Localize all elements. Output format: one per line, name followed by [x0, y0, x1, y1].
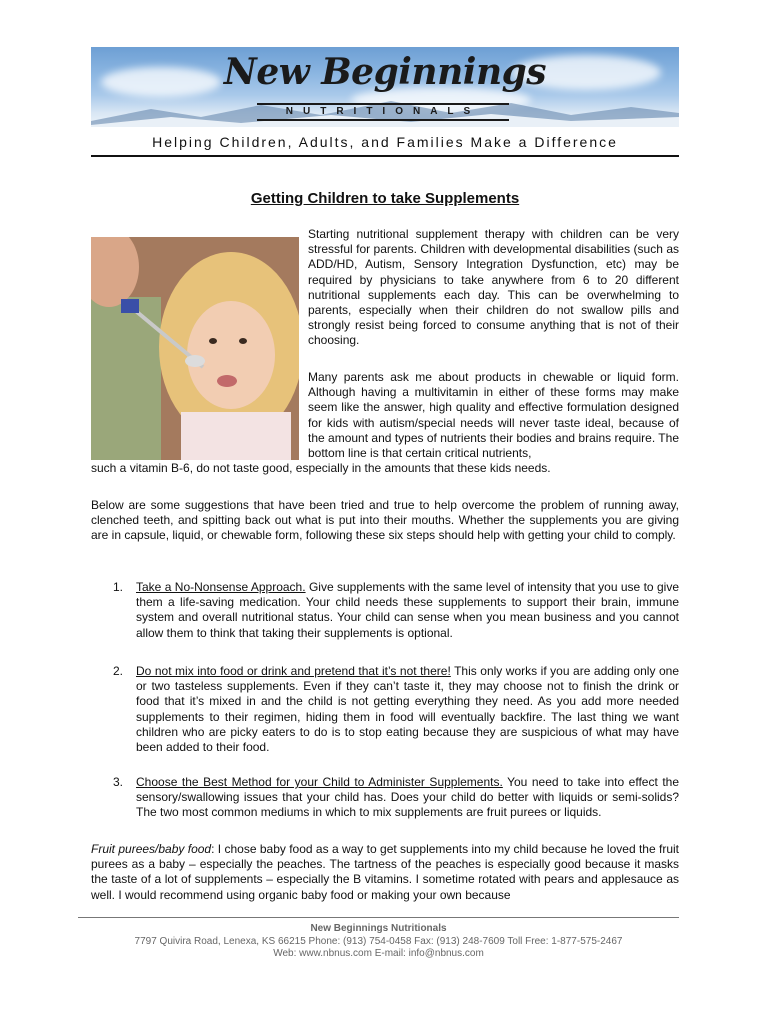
footer-divider: [78, 917, 679, 918]
intro-paragraph-2-tail: such a vitamin B-6, do not taste good, especially in the amounts that these kids needs.: [91, 461, 551, 475]
header-banner: [91, 47, 679, 127]
step-number: 2.: [113, 664, 124, 678]
photo-illustration: [91, 237, 299, 460]
footer-contact: Web: www.nbnus.com E-mail: info@nbnus.com: [273, 948, 484, 959]
step-heading: Do not mix into food or drink and pretend that it’s not there!: [136, 664, 451, 678]
logo-title: New Beginnings: [223, 51, 547, 93]
logo-subtitle: NUTRITIONALS: [257, 103, 509, 121]
intro-paragraph-1: Starting nutritional supplement therapy with children can be very stressful for parents. Children with developmental disabilities (such as ADD/HD, Autism, Sensory Integration Dysfunction, etc) may be required by physicians to take anywhere from 6 to 20 different nutritional supplements each day. This can be overwhelming to parents, especially when their children do not swallow pills and strongly resist being forced to consume anything that is not of their choosing.: [308, 227, 679, 348]
child-being-fed-supplement-photo: [91, 237, 299, 460]
step-text: Give supplements with the same level of intensity that you use to give them a life-saving medication. Your child needs these supplements to support their brain, immune system and overall nutritional status. Your child can sense when you mean business and you cannot allow them to think that taking their supplements is optional.: [136, 580, 679, 640]
footer-address: 7797 Quivira Road, Lenexa, KS 66215 Phone: (913) 754-0458 Fax: (913) 248-7609 Toll Free: 1-877-575-2467: [134, 936, 623, 947]
step-body: [136, 580, 679, 641]
step-text: This only works if you are adding only one or two tasteless supplements. Even if they can’t taste it, they may choose not to finish the drink or food that it’s mixed in and the child is not getting everything they need. As you add more needed supplements to their regimen, hiding them in food will eventually backfire. The last thing we want children who are picky eaters to do is to stop eating because they are suspicious of what may have been added to their food.: [136, 664, 679, 755]
fruit-text: : I chose baby food as a way to get supplements into my child because he loved the fruit purees as a baby – especially the peaches. The tartness of the peaches is especially good because it masks the taste of a lot of supplements – especially the B vitamins. I sometime rotated with pears and applesauce as well. I would recommend using organic baby food or making your own because: [91, 842, 679, 902]
suggestions-paragraph: Below are some suggestions that have been tried and true to help overcome the problem of running away, clenched teeth, and spitting back out what is put into their mouths. Whether the supplements you are giving are in capsule, liquid, or chewable form, following these six steps should help with getting your child to comply.: [91, 498, 679, 543]
fruit-purees-paragraph: [91, 842, 679, 903]
footer-company: New Beginnings Nutritionals: [310, 923, 447, 934]
step-number: 1.: [113, 580, 124, 594]
step-body: [136, 775, 679, 821]
step-heading: Choose the Best Method for your Child to Administer Supplements.: [136, 775, 503, 789]
step-text: You need to take into effect the sensory/swallowing issues that your child has. Does your child do better with liquids or semi-solids? The two most common mediums in which to mix supplements are fruit purees or liquids.: [136, 775, 679, 820]
tagline: Helping Children, Adults, and Families Make a Difference: [152, 134, 618, 150]
step-heading: Take a No-Nonsense Approach.: [136, 580, 306, 594]
fruit-heading: Fruit purees/baby food: [91, 842, 212, 856]
step-number: 3.: [113, 775, 124, 789]
header-divider: [91, 155, 679, 157]
step-body: [136, 664, 679, 755]
intro-paragraph-2: Many parents ask me about products in chewable or liquid form. Although having a multivitamin in either of these forms may make seem like the answer, high quality and effective formulation designed for kids with autism/special needs will never taste ideal, because of the amount and types of nutrients their bodies and brains require. The bottom line is that certain critical nutrients,: [308, 370, 679, 461]
document-title: Getting Children to take Supplements: [250, 190, 520, 207]
